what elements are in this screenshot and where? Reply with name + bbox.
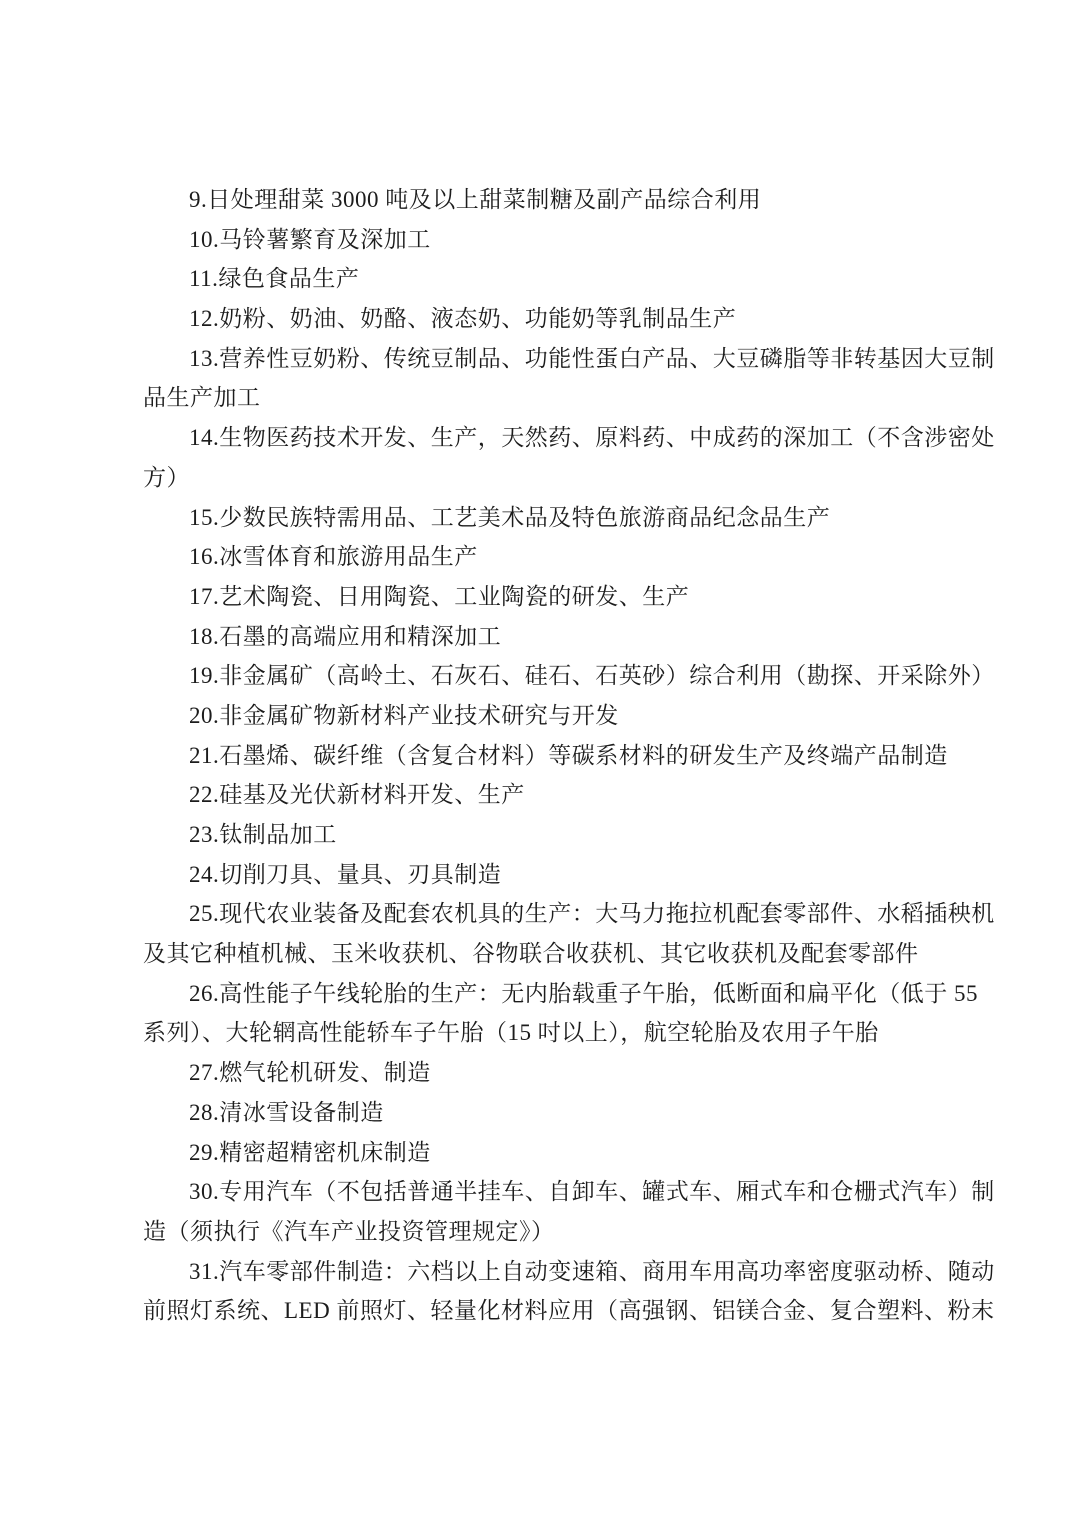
document-body [143, 180, 995, 1331]
document-line: 14.生物医药技术开发、生产，天然药、原料药、中成药的深加工（不含涉密处 [189, 425, 995, 451]
document-line: 29.精密超精密机床制造 [189, 1139, 431, 1165]
document-line: 12.奶粉、奶油、奶酪、液态奶、功能奶等乳制品生产 [189, 306, 737, 332]
document-line: 15.少数民族特需用品、工艺美术品及特色旅游商品纪念品生产 [189, 504, 831, 530]
document-line: 9.日处理甜菜 3000 吨及以上甜菜制糖及副产品综合利用 [189, 187, 762, 212]
document-line: 19.非金属矿（高岭土、石灰石、硅石、石英砂）综合利用（勘探、开采除外） [189, 663, 995, 689]
document-line: 25.现代农业装备及配套农机具的生产：大马力拖拉机配套零部件、水稻插秧机 [189, 901, 995, 927]
document-line: 24.切削刀具、量具、刃具制造 [189, 861, 502, 887]
document-line: 品生产加工 [143, 385, 261, 411]
document-line: 26.高性能子午线轮胎的生产：无内胎载重子午胎，低断面和扁平化（低于 55 [189, 980, 978, 1006]
document-line: 13.营养性豆奶粉、传统豆制品、功能性蛋白产品、大豆磷脂等非转基因大豆制 [189, 345, 995, 371]
document-line: 16.冰雪体育和旅游用品生产 [189, 544, 478, 570]
document-line: 造（须执行《汽车产业投资管理规定》） [143, 1218, 555, 1244]
document-line: 30.专用汽车（不包括普通半挂车、自卸车、罐式车、厢式车和仓栅式汽车）制 [189, 1179, 995, 1205]
document-line: 22.硅基及光伏新材料开发、生产 [189, 782, 525, 808]
document-line: 11.绿色食品生产 [189, 266, 360, 292]
document-line: 10.马铃薯繁育及深加工 [189, 226, 431, 252]
document-line: 20.非金属矿物新材料产业技术研究与开发 [189, 702, 619, 728]
document-line: 21.石墨烯、碳纤维（含复合材料）等碳系材料的研发生产及终端产品制造 [189, 742, 948, 768]
document-line: 方） [143, 464, 190, 490]
document-line: 31.汽车零部件制造：六档以上自动变速箱、商用车用高功率密度驱动桥、随动 [189, 1258, 995, 1284]
document-line: 前照灯系统、LED 前照灯、轻量化材料应用（高强钢、铝镁合金、复合塑料、粉末 [143, 1298, 995, 1324]
document-line: 17.艺术陶瓷、日用陶瓷、工业陶瓷的研发、生产 [189, 583, 690, 609]
document-line: 及其它种植机械、玉米收获机、谷物联合收获机、其它收获机及配套零部件 [143, 941, 919, 967]
document-line: 23.钛制品加工 [189, 822, 337, 847]
document-line: 27.燃气轮机研发、制造 [189, 1060, 431, 1086]
document-line: 28.清冰雪设备制造 [189, 1099, 384, 1125]
document-line: 18.石墨的高端应用和精深加工 [189, 623, 502, 649]
document-line: 系列）、大轮辋高性能轿车子午胎（15 吋以上），航空轮胎及农用子午胎 [143, 1020, 879, 1046]
